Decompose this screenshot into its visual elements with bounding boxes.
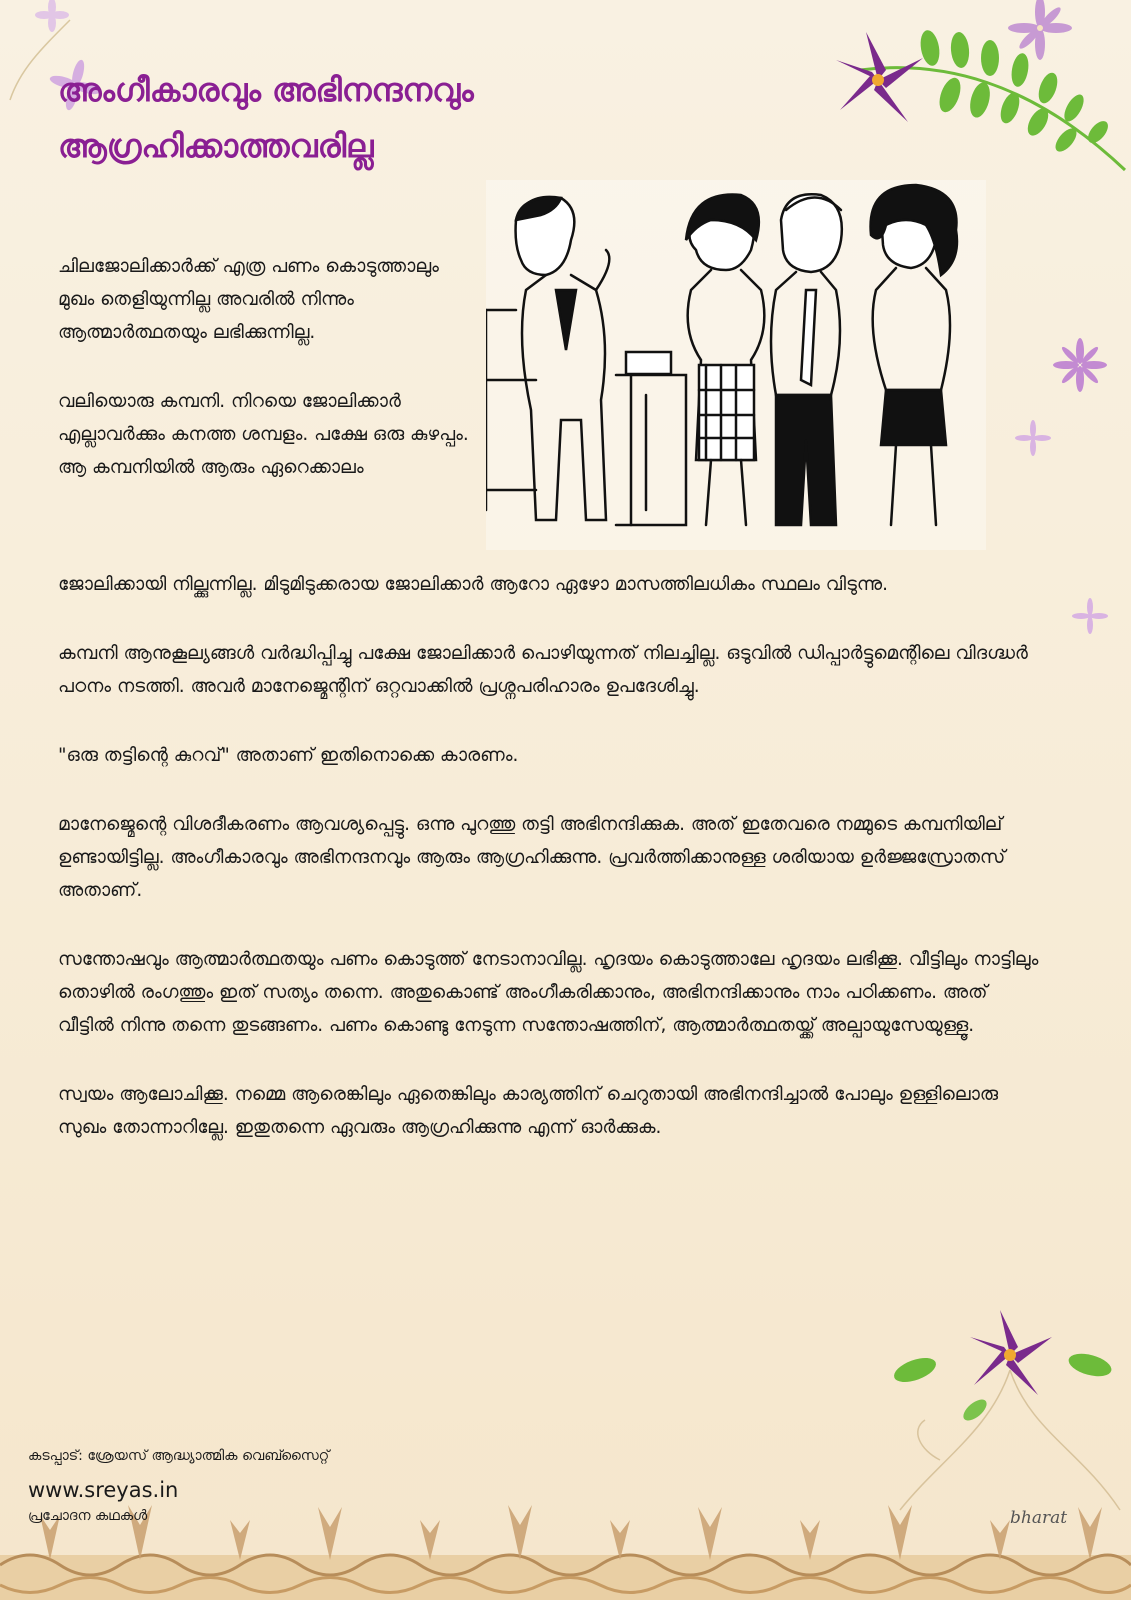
office-cartoon-illustration [486, 180, 986, 550]
ornamental-border-bottom [0, 1485, 1131, 1600]
footer-credit: കടപ്പാട്: ശ്രേയസ് ആദ്ധ്യാത്മിക വെബ്സൈറ്റ് [28, 1448, 330, 1464]
body-paragraph: കമ്പനി ആനുകൂല്യങ്ങൾ വർദ്ധിപ്പിച്ചു പക്ഷേ ജോലിക്കാർ പൊഴിയുന്നത് നിലച്ചില്ല. ഒടുവിൽ ഡിപ്പാർട്ടുമെന്റിലെ വിദഗ്ദ്ധർ പഠനം നടത്തി. അവർ മാനേജ്മെന്റിന് ഒറ്റവാക്കിൽ പ്രശ്നപരിഹാരം ഉപദേശിച്ചു. [58, 643, 1028, 697]
footer-series-name: പ്രചോദന കഥകൾ [28, 1508, 148, 1524]
small-flower-right-1 [1050, 335, 1110, 395]
body-paragraph: മാനേജ്മെന്റെ വിശദീകരണം ആവശ്യപ്പെട്ടു. ഒന്നു പുറത്തു തട്ടി അഭിനന്ദിക്കുക. അത് ഇതേവരെ നമ്മുടെ കമ്പനിയില് ഉണ്ടായിട്ടില്ല. അംഗീകാരവും അഭിനന്ദനവും ആരും ആഗ്രഹിക്കുന്നു. പ്രവർത്തിക്കാനുള്ള ശരിയായ ഉർജ്ജസ്രോതസ് അതാണ്. [58, 814, 1006, 901]
page-title [58, 62, 474, 174]
body-paragraph: "ഒരു തട്ടിന്റെ കുറവ്" അതാണ് ഇതിനൊക്കെ കാരണം. [58, 745, 519, 766]
footer-website-url: www.sreyas.in [28, 1478, 179, 1502]
body-paragraph: സന്തോഷവും ആത്മാർത്ഥതയും പണം കൊടുത്ത് നേടാനാവില്ല. ഹൃദയം കൊടുത്താലേ ഹൃദയം ലഭിക്കൂ. വീട്ടിലും നാട്ടിലും തൊഴിൽ രംഗത്തും ഇത് സത്യം തന്നെ. അതുകൊണ്ട് അംഗീകരിക്കാനും, അഭിനന്ദിക്കാനും നാം പഠിക്കണം. അത് വീട്ടിൽ നിന്നു തന്നെ തുടങ്ങണം. പണം കൊണ്ടു നേടുന്ന സന്തോഷത്തിന്, ആത്മാർത്ഥതയ്ക്ക് അല്പായുസേയുള്ളൂ. [58, 949, 1039, 1036]
flower-branch-top-right [830, 0, 1131, 190]
title-line-2: ആഗ്രഹിക്കാത്തവരില്ല [58, 127, 374, 165]
article-body [58, 568, 1048, 1180]
small-flower-right-2 [1015, 420, 1051, 456]
body-paragraph: സ്വയം ആലോചിക്കൂ. നമ്മെ ആരെങ്കിലും ഏതെങ്കിലും കാര്യത്തിന് ചെറുതായി അഭിനന്ദിച്ചാൽ പോലും ഉള്ളിലൊരു സുഖം തോന്നാറില്ലേ. ഇതുതന്നെ ഏവരും ആഗ്രഹിക്കുന്നു എന്ന് ഓർക്കുക. [58, 1084, 999, 1138]
body-paragraph: ജോലിക്കായി നില്ക്കുന്നില്ല. മിടുമിടുക്കരായ ജോലിക്കാർ ആറോ ഏഴോ മാസത്തിലധികം സ്ഥലം വിടുന്നു. [58, 574, 888, 595]
intro-text [58, 250, 478, 520]
intro-paragraph: ചിലജോലിക്കാർക്ക് എത്ര പണം കൊടുത്താലും മുഖം തെളിയുന്നില്ല അവരിൽ നിന്നും ആത്മാർത്ഥതയും ലഭിക്കുന്നില്ല. [58, 256, 439, 343]
title-line-1: അംഗീകാരവും അഭിനന്ദനവും [58, 71, 474, 109]
intro-paragraph: വലിയൊരു കമ്പനി. നിറയെ ജോലിക്കാർ എല്ലാവർക്കും കനത്ത ശമ്പളം. പക്ഷേ ഒരു കുഴപ്പം. ആ കമ്പനിയിൽ ആരും ഏറെക്കാലം [58, 391, 469, 478]
artist-signature: bharat [1010, 1508, 1068, 1528]
small-flower-right-3 [1072, 598, 1108, 634]
